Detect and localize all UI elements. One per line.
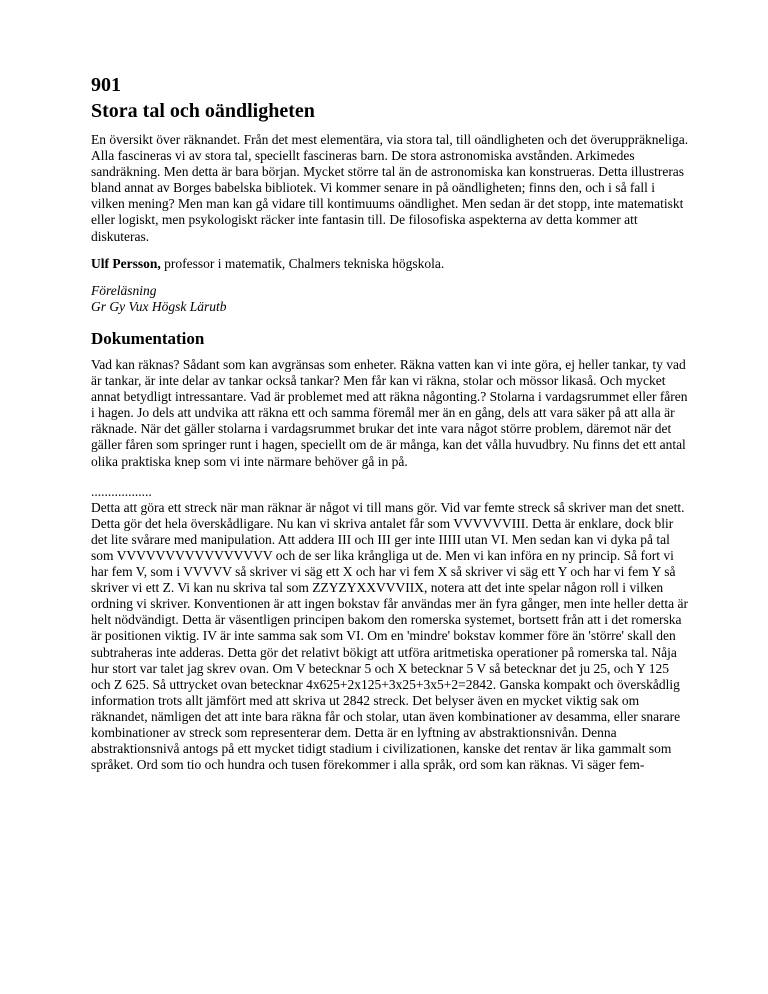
page-title: Stora tal och oändligheten <box>91 100 315 122</box>
doc-paragraph-2 <box>91 484 691 774</box>
author-role: professor i matematik, Chalmers tekniska högskola. <box>160 255 445 271</box>
document-page <box>91 72 691 773</box>
author-line <box>91 256 691 272</box>
abstract <box>91 132 691 245</box>
course-number: 901 <box>91 74 121 96</box>
lecture-type: Föreläsning <box>91 282 157 298</box>
abstract-intro: En översikt över räknandet. Från det mest elementära, via stora tal, till oändligheten och det överuppräkneliga. <box>91 132 689 147</box>
abstract-body: Alla fascineras vi av stora tal, speciellt fascineras barn. De stora astronomiska avstånden. Arkimedes sandräkning. Men detta är bara början. Mycket större tal än de astronomiska kan konstrueras. Detta illustreras bland annat av Borges babelska bibliotek. Vi kommer senare in på oändligheten; finns den, och i så fall i vilken mening? Men man kan gå vidare till kontimuums oändlighet. Men sedan är det stopp, inte matematiskt eller logiskt, men psykologiskt räcker inte fantasin till. De filosofiska aspekterna av detta kommer att diskuteras. <box>91 148 685 244</box>
doc-paragraph-1: Vad kan räknas? Sådant som kan avgränsas som enheter. Räkna vatten kan vi inte göra, ej heller tankar, ty vad är tankar, är inte delar av tankar också tankar? Men får kan vi räkna, stolar och mössor likaså. Och mycket annat betydligt intressantare. Vad är problemet med att räkna någonting.? Stolarna i vardagsrummet eller fåren i hagen. Jo dels att undvika att räkna ett och samma föremål mer än en gång, dels att vara säker på att alla är räknade. När det gäller stolarna i vardagsrummet brukar det inte vara något större problem, däremot när det gäller fåren som springer runt i hagen, speciellt om de är många, kan det vålla huvudbry. Nu finns det ett antal olika praktiska knep som vi inte närmare behöver gå in på. <box>91 356 688 469</box>
lecture-audience: Gr Gy Vux Högsk Lärutb <box>91 298 227 314</box>
section-heading: Dokumentation <box>91 328 205 348</box>
lecture-meta <box>91 283 691 315</box>
author-name: Ulf Persson, <box>91 255 161 271</box>
separator-dots: .................. <box>91 483 152 499</box>
doc-paragraph-2-text: Detta att göra ett streck när man räknar är något vi till mans gör. Vid var femte streck så skriver man det snett. Detta gör det hela överskådligare. Nu kan vi skriva antalet får som VVVVVVIII. Detta är enklare, dock blir det lite svårare med manipulation. Att addera III och III ger inte IIIII utan VI. Men sedan kan vi dyka på tal som VVVVVVVVVVVVVVVV och de ser lika krångliga ut de. Men vi kan införa en ny princip. Så fort vi har fem V, som i VVVVV så skriver vi säg ett X och har vi fem X så skriver vi säg ett Y och har vi fem Y så skriver vi ett Z. Vi kan nu skriva tal som ZZYZYXXVVVIIX, notera att det inte spelar någon roll i vilken ordning vi skriver. Konventionen är att ingen bokstav får användas mer än fyra gånger, men inte heller detta är helt nödvändigt. Detta är väsentligen principen bakom den romerska systemet, bortsett från att i det romerska är positionen viktig. IV är inte samma sak som VI. Om en 'mindre' bokstav kommer före än 'större' skall den subtraheras inte adderas. Detta gör det relativt bökigt att utföra aritmetiska operationer på romerska tal. Nåja hur stort var talet jag skrev ovan. Om V betecknar 5 och X betecknar 5 V så betecknar det ju 25, och Y 125 och Z 625. Så uttrycket ovan betecknar 4x625+2x125+3x25+3x5+2=2842. Ganska kompakt och överskådlig information trots allt jämfört med att skriva ut 2842 streck. Det belyser även en mycket viktig sak om räknandet, nämligen det att inte bara räkna får och stolar, utan även kombinationer av desamma, eller snarare kombinationer av streck som representerar dem. Detta är en lyftning av abstraktionsnivån. Denna abstraktionsnivå antogs på ett mycket tidigt stadium i civilizationen, kanske det rentav är lika gammalt som språket. Ord som tio och hundra och tusen förekommer i alla språk, ord som kan räknas. Vi säger fem- <box>91 499 688 773</box>
